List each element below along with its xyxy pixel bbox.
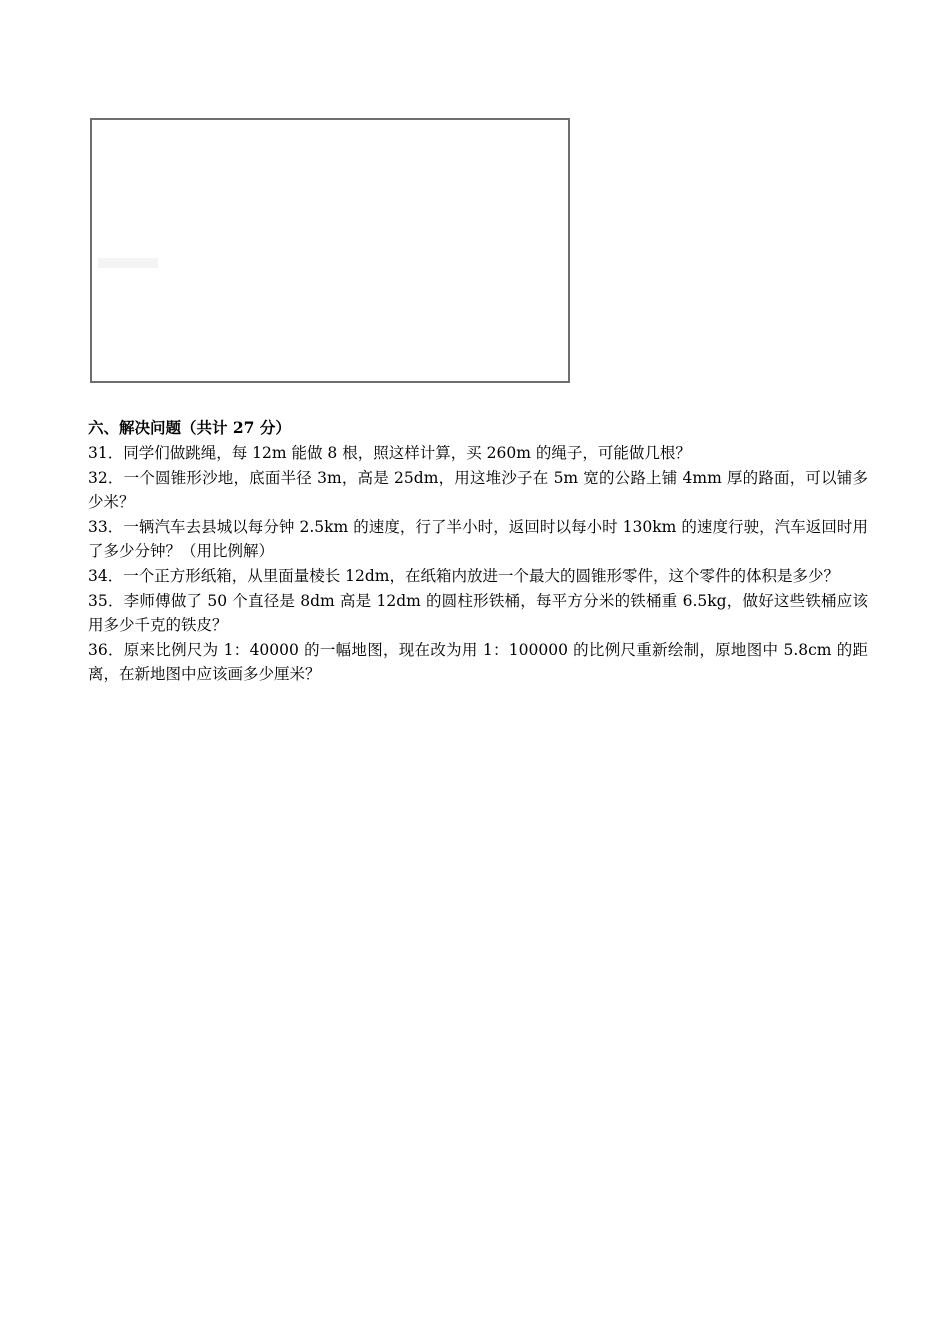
question-number: 34． (88, 566, 124, 585)
question-text: 一个圆锥形沙地，底面半径 3m，高是 25dm，用这堆沙子在 5m 宽的公路上铺 4mm 厚的路面，可以铺多少米？ (88, 468, 868, 512)
question-36 (88, 638, 868, 687)
question-text: 同学们做跳绳，每 12m 能做 8 根，照这样计算，买 260m 的绳子，可能做几根？ (123, 444, 691, 462)
question-number: 36． (88, 640, 124, 659)
question-text: 一辆汽车去县城以每分钟 2.5km 的速度，行了半小时，返回时以每小时 130km 的速度行驶，汽车返回时用了多少分钟？（用比例解） (88, 517, 868, 561)
question-number: 33． (88, 517, 124, 536)
question-32 (88, 466, 868, 515)
question-35 (88, 589, 868, 638)
answer-figure-box (90, 118, 570, 383)
problem-solving-section (88, 416, 868, 687)
question-text: 李师傅做了 50 个直径是 8dm 高是 12dm 的圆柱形铁桶，每平方分米的铁桶重 6.5kg，做好这些铁桶应该用多少千克的铁皮？ (88, 591, 868, 635)
question-33 (88, 515, 868, 564)
question-number: 31． (88, 444, 124, 462)
question-34 (88, 564, 868, 589)
question-number: 32． (88, 468, 124, 487)
question-text: 一个正方形纸箱，从里面量棱长 12dm，在纸箱内放进一个最大的圆锥形零件，这个零件的体积是多少？ (123, 566, 840, 585)
question-31 (88, 441, 868, 466)
faint-image-artifact (98, 258, 158, 268)
question-number: 35． (88, 591, 124, 610)
section-title: 六、解决问题（共计 27 分） (88, 418, 291, 437)
question-text: 原来比例尺为 1：40000 的一幅地图，现在改为用 1：100000 的比例尺重新绘制，原地图中 5.8cm 的距离，在新地图中应该画多少厘米？ (88, 640, 868, 684)
